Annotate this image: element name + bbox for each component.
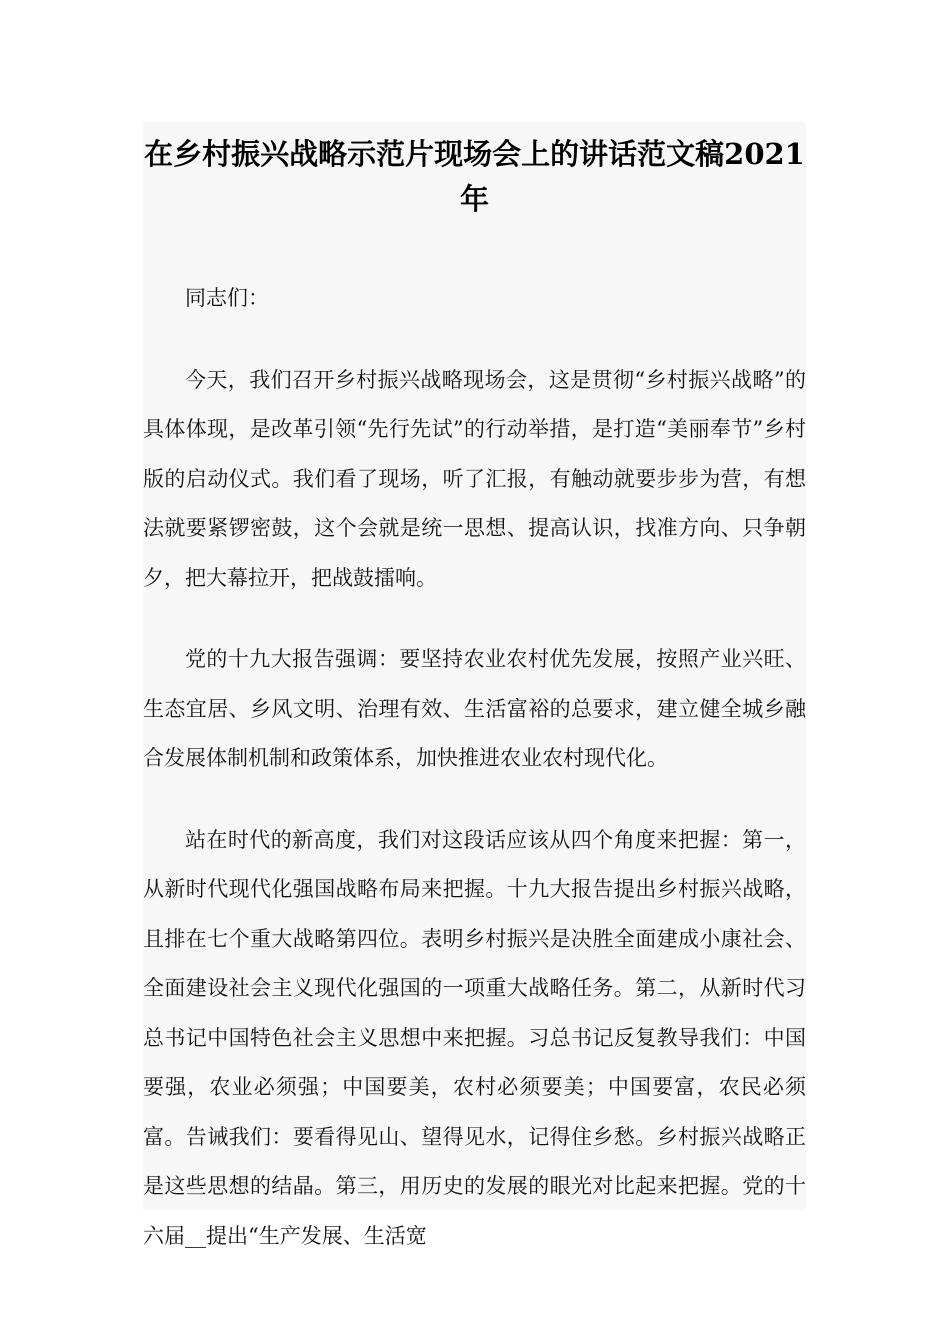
paragraph-1: 今天，我们召开乡村振兴战略现场会，这是贯彻“乡村振兴战略”的具体体现，是改革引领“先行先试”的行动举措，是打造“美丽奉节”乡村版的启动仪式。我们看了现场，听了汇报，有触动就要步步为营，有想法就要紧锣密鼓，这个会就是统一思想、提高认识，找准方向、只争朝夕，把大幕拉开，把战鼓擂响。 <box>143 367 806 590</box>
paragraph-2: 党的十九大报告强调：要坚持农业农村优先发展，按照产业兴旺、生态宜居、乡风文明、治理有效、生活富裕的总要求，建立健全城乡融合发展体制机制和政策体系，加快推进农业农村现代化。 <box>143 647 806 770</box>
paragraph-3: 站在时代的新高度，我们对这段话应该从四个角度来把握：第一，从新时代现代化强国战略布局来把握。十九大报告提出乡村振兴战略，且排在七个重大战略第四位。表明乡村振兴是决胜全面建成小康社会、全面建设社会主义现代化强国的一项重大战略任务。第二，从新时代习总书记中国特色社会主义思想中来把握。习总书记反复教导我们：中国要强，农业必须强；中国要美，农村必须要美；中国要富，农民必须富。告诫我们：要看得见山、望得见水，记得住乡愁。乡村振兴战略正是这些思想的结晶。第三，用历史的发展的眼光对比起来把握。党的十六届__提出“生产发展、生活宽 <box>143 827 806 1248</box>
document-page <box>143 122 806 1248</box>
salutation: 同志们： <box>185 286 269 310</box>
document-title: 在乡村振兴战略示范片现场会上的讲话范文稿2021年 <box>144 137 805 216</box>
document-body <box>143 274 806 1261</box>
